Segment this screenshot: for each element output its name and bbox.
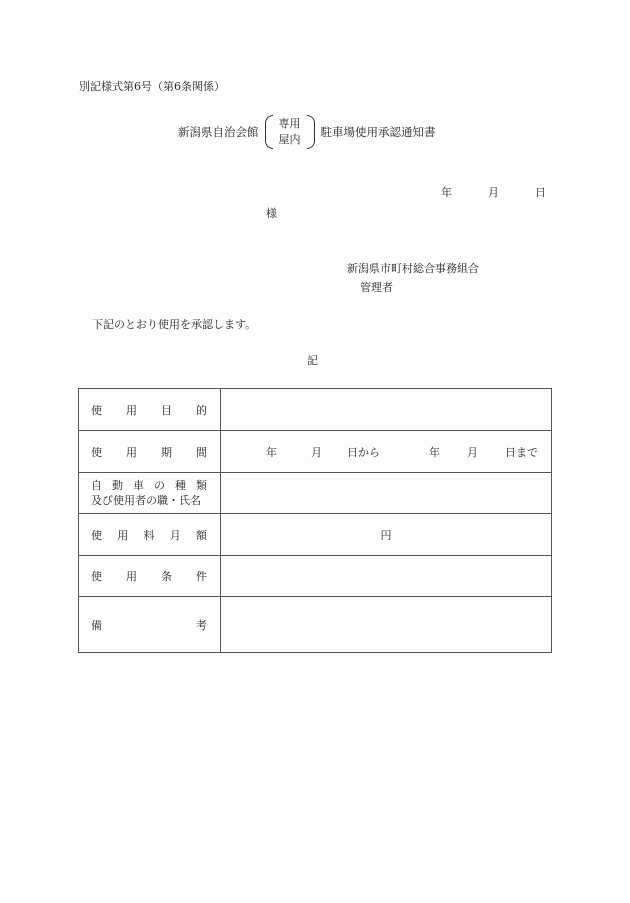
label-conditions: 使 用 条 件: [79, 556, 221, 597]
addressee-suffix: 様: [266, 207, 277, 220]
label-monthly-fee: 使 用 料 月 額: [79, 514, 221, 556]
period-end-day: 日まで: [505, 445, 538, 459]
label-purpose: 使 用 目 的: [79, 389, 221, 431]
title-prefix: 新潟県自治会館: [178, 125, 259, 139]
left-paren-icon: [265, 115, 273, 149]
title-suffix: 駐車場使用承認通知書: [320, 125, 436, 139]
table-row: [79, 431, 552, 473]
table-row: [79, 473, 552, 514]
form-number: 別記様式第6号（第6条関係）: [79, 80, 225, 93]
body-text: 下記のとおり使用を承認します。: [92, 318, 257, 331]
date-month-label: 月: [488, 186, 499, 199]
title-option-dedicated: 専用: [278, 117, 301, 130]
date-year-label: 年: [441, 186, 452, 199]
value-vehicle-user: [221, 473, 552, 514]
issuer-title: 管理者: [360, 281, 393, 294]
approval-table: [78, 388, 552, 653]
title-option-indoor: 屋内: [278, 133, 301, 146]
table-row: [79, 556, 552, 597]
value-conditions: [221, 556, 552, 597]
title-option-bracket: [265, 115, 315, 149]
period-start-year: 年: [266, 445, 277, 459]
table-row: [79, 514, 552, 556]
label-remarks: 備 考: [79, 597, 221, 653]
issuer-organization: 新潟県市町村総合事務組合: [347, 262, 479, 275]
value-period: [221, 431, 552, 473]
table-row: [79, 389, 552, 431]
period-end-year: 年: [429, 445, 440, 459]
value-monthly-fee: 円: [221, 514, 552, 556]
date-day-label: 日: [535, 186, 546, 199]
value-remarks: [221, 597, 552, 653]
period-start-day: 日から: [347, 445, 380, 459]
value-purpose: [221, 389, 552, 431]
table-row: [79, 597, 552, 653]
document-title: [178, 114, 436, 150]
label-vehicle-user: 自 動 車 の 種 類 及び使用者の職・氏名: [79, 473, 221, 514]
label-period: 使 用 期 間: [79, 431, 221, 473]
right-paren-icon: [307, 115, 315, 149]
ki-heading: 記: [307, 354, 318, 367]
period-start-month: 月: [311, 445, 322, 459]
period-end-month: 月: [467, 445, 478, 459]
